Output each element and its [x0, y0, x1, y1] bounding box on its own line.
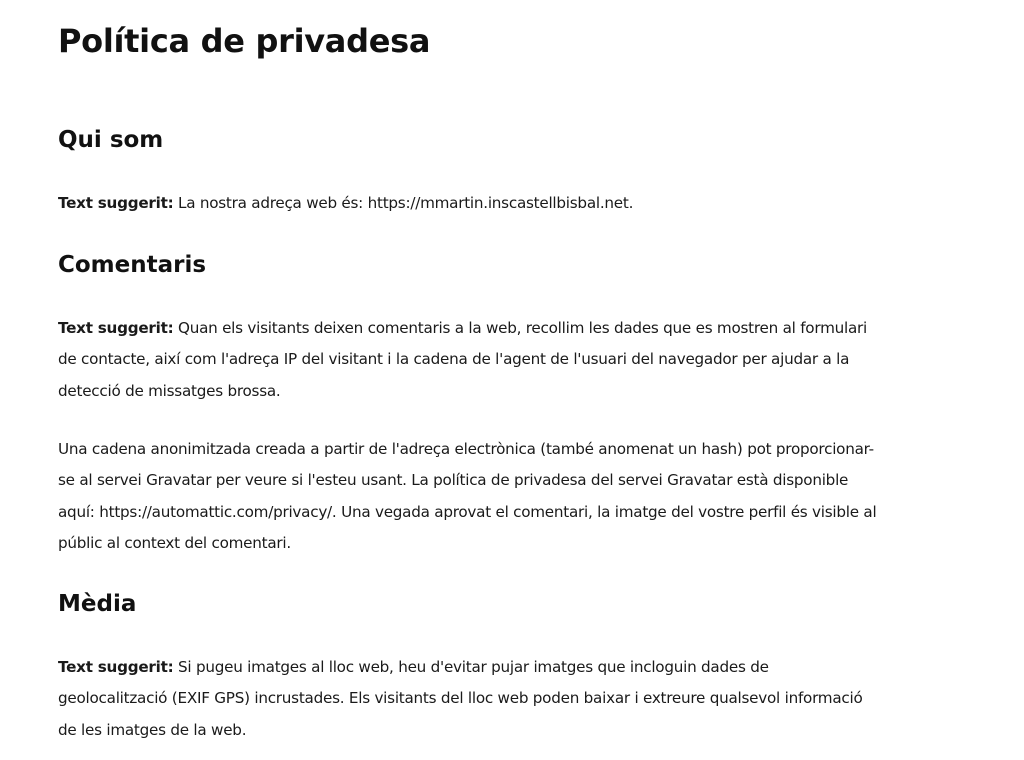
paragraph-text: Si pugeu imatges al lloc web, heu d'evitar pujar imatges que incloguin dades de geolocalització (EXIF GPS) incrustades. Els visitants del lloc web poden baixar i extreure qualsevol informació de les imatges de la web.	[58, 658, 863, 739]
section-paragraph	[58, 313, 878, 407]
paragraph-text: Quan els visitants deixen comentaris a la web, recollim les dades que es mostren al formulari de contacte, així com l'adreça IP del visitant i la cadena de l'agent de l'usuari del navegador per ajudar a la detecció de missatges brossa.	[58, 319, 867, 400]
section-heading-qui-som: Qui som	[58, 127, 164, 153]
section-paragraph	[58, 434, 878, 559]
section-heading-comentaris: Comentaris	[58, 252, 207, 278]
paragraph-lead: Text suggerit:	[58, 319, 174, 337]
section-paragraph	[58, 188, 878, 219]
section-heading-media: Mèdia	[58, 591, 137, 617]
paragraph-text: La nostra adreça web és: https://mmartin.inscastellbisbal.net.	[178, 194, 634, 212]
section-paragraph	[58, 652, 878, 746]
paragraph-lead: Text suggerit:	[58, 658, 174, 676]
page-title: Política de privadesa	[58, 22, 431, 60]
paragraph-text: Una cadena anonimitzada creada a partir de l'adreça electrònica (també anomenat un hash) pot proporcionar-se al servei Gravatar per veure si l'esteu usant. La política de privadesa del servei Gravatar està disponible aquí: https://automattic.com/privacy/. Una vegada aprovat el comentari, la imatge del vostre perfil és visible al públic al context del comentari.	[58, 440, 877, 552]
paragraph-lead: Text suggerit:	[58, 194, 174, 212]
